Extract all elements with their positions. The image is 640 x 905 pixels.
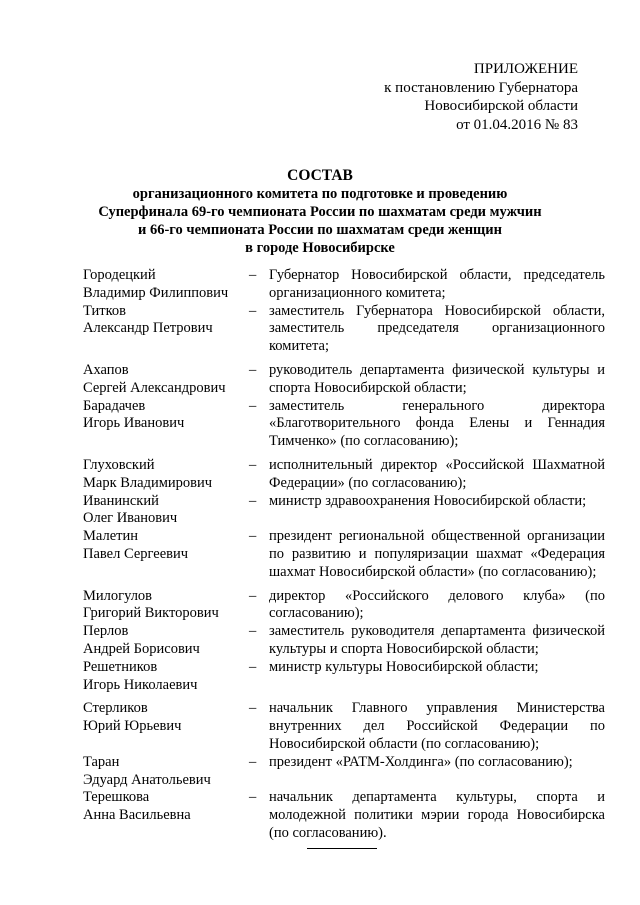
heading-line: организационного комитета по подготовке и проведению xyxy=(132,186,508,202)
member-role: руководитель департамента физической культуры и спорта Новосибирской области; xyxy=(269,361,605,396)
closing-line xyxy=(307,848,377,849)
member-name xyxy=(83,267,249,303)
member-given-names: Владимир Филиппович xyxy=(83,284,229,301)
member-dash: – xyxy=(249,753,257,770)
member-row xyxy=(83,623,605,659)
member-name xyxy=(83,303,249,356)
member-role: начальник Главного управления Министерства внутренних дел Российской Федерации по Новосибирской области (по согласованию); xyxy=(269,700,605,752)
member-given-names: Павел Сергеевич xyxy=(83,545,189,562)
member-dash: – xyxy=(249,658,257,675)
member-dash: – xyxy=(249,700,257,717)
member-dash: – xyxy=(249,587,257,604)
member-dash: – xyxy=(249,397,257,414)
member-row xyxy=(83,700,605,753)
members-list xyxy=(83,267,605,843)
member-given-names: Александр Петрович xyxy=(83,320,213,337)
member-name xyxy=(83,457,249,493)
document-heading xyxy=(0,167,640,257)
member-given-names: Юрий Юрьевич xyxy=(83,718,182,735)
member-name xyxy=(83,362,249,398)
member-role: исполнительный директор «Российской Шахматной Федерации» (по согласованию); xyxy=(269,456,605,491)
member-surname: Стерликов xyxy=(83,700,148,717)
member-given-names: Сергей Александрович xyxy=(83,379,226,396)
member-dash: – xyxy=(249,456,257,473)
member-role: заместитель генерального директора «Благотворительного фонда Елены и Геннадия Тимченко» (по согласованию); xyxy=(269,397,605,450)
member-surname: Таран xyxy=(83,753,120,770)
member-dash: – xyxy=(249,302,257,319)
member-given-names: Эдуард Анатольевич xyxy=(83,771,211,788)
member-dash: – xyxy=(249,623,257,640)
member-surname: Барадачев xyxy=(83,397,146,414)
member-given-names: Анна Васильевна xyxy=(83,807,191,824)
member-given-names: Андрей Борисович xyxy=(83,640,200,657)
member-surname: Перлов xyxy=(83,623,129,640)
member-surname: Иванинский xyxy=(83,492,159,509)
member-name xyxy=(83,659,249,695)
member-dash: – xyxy=(249,528,257,545)
member-surname: Ахапов xyxy=(83,361,129,378)
member-name xyxy=(83,493,249,529)
member-dash: – xyxy=(249,267,257,283)
member-name xyxy=(83,588,249,624)
appendix-line: к постановлению Губернатора xyxy=(384,79,578,96)
appendix-line: Новосибирской области xyxy=(424,98,578,114)
member-surname: Милогулов xyxy=(83,587,153,604)
member-given-names: Игорь Николаевич xyxy=(83,676,198,693)
member-surname: Титков xyxy=(83,302,126,319)
member-row xyxy=(83,754,605,790)
member-surname: Малетин xyxy=(83,528,138,545)
member-row xyxy=(83,493,605,529)
member-dash: – xyxy=(249,492,257,509)
member-role: президент «РАТМ-Холдинга» (по согласованию); xyxy=(269,753,573,770)
member-dash: – xyxy=(249,789,257,806)
member-row xyxy=(83,789,605,842)
member-role: министр здравоохранения Новосибирской области; xyxy=(269,492,587,509)
member-surname: Городецкий xyxy=(83,267,156,283)
member-surname: Глуховский xyxy=(83,456,155,473)
member-row xyxy=(83,528,605,581)
heading-title: СОСТАВ xyxy=(287,167,353,184)
member-row xyxy=(83,588,605,624)
member-name xyxy=(83,754,249,790)
appendix-title: ПРИЛОЖЕНИЕ xyxy=(473,61,578,77)
member-row xyxy=(83,267,605,303)
member-given-names: Игорь Иванович xyxy=(83,415,185,432)
appendix-block xyxy=(384,60,578,134)
member-name xyxy=(83,789,249,842)
member-surname: Терешкова xyxy=(83,789,150,806)
member-row xyxy=(83,398,605,451)
member-dash: – xyxy=(249,361,257,378)
member-name xyxy=(83,528,249,581)
member-role: директор «Российского делового клуба» (по согласованию); xyxy=(269,587,605,622)
heading-line: Суперфинала 69-го чемпионата России по шахматам среди мужчин xyxy=(98,204,542,220)
heading-line: и 66-го чемпионата России по шахматам среди женщин xyxy=(137,222,502,238)
member-name xyxy=(83,398,249,451)
member-name xyxy=(83,623,249,659)
member-row xyxy=(83,362,605,398)
member-row xyxy=(83,457,605,493)
member-row xyxy=(83,303,605,356)
member-role: Губернатор Новосибирской области, председатель организационного комитета; xyxy=(269,267,605,301)
member-given-names: Марк Владимирович xyxy=(83,474,213,491)
member-role: министр культуры Новосибирской области; xyxy=(269,658,539,675)
member-role: начальник департамента культуры, спорта и молодежной политики мэрии города Новосибирска (по согласованию). xyxy=(269,789,605,841)
member-role: заместитель Губернатора Новосибирской области, заместитель председателя организационного комитета; xyxy=(269,302,605,355)
member-name xyxy=(83,700,249,753)
member-row xyxy=(83,659,605,695)
appendix-date: от 01.04.2016 № 83 xyxy=(456,116,578,133)
member-given-names: Олег Иванович xyxy=(83,510,178,527)
member-given-names: Григорий Викторович xyxy=(83,605,219,622)
member-role: заместитель руководителя департамента физической культуры и спорта Новосибирской области; xyxy=(269,623,605,657)
member-role: президент региональной общественной организации по развитию и популяризации шахмат «Федерация шахмат Новосибирской области» (по согласованию); xyxy=(269,528,605,580)
member-surname: Решетников xyxy=(83,658,158,675)
heading-line: в городе Новосибирске xyxy=(245,240,395,256)
